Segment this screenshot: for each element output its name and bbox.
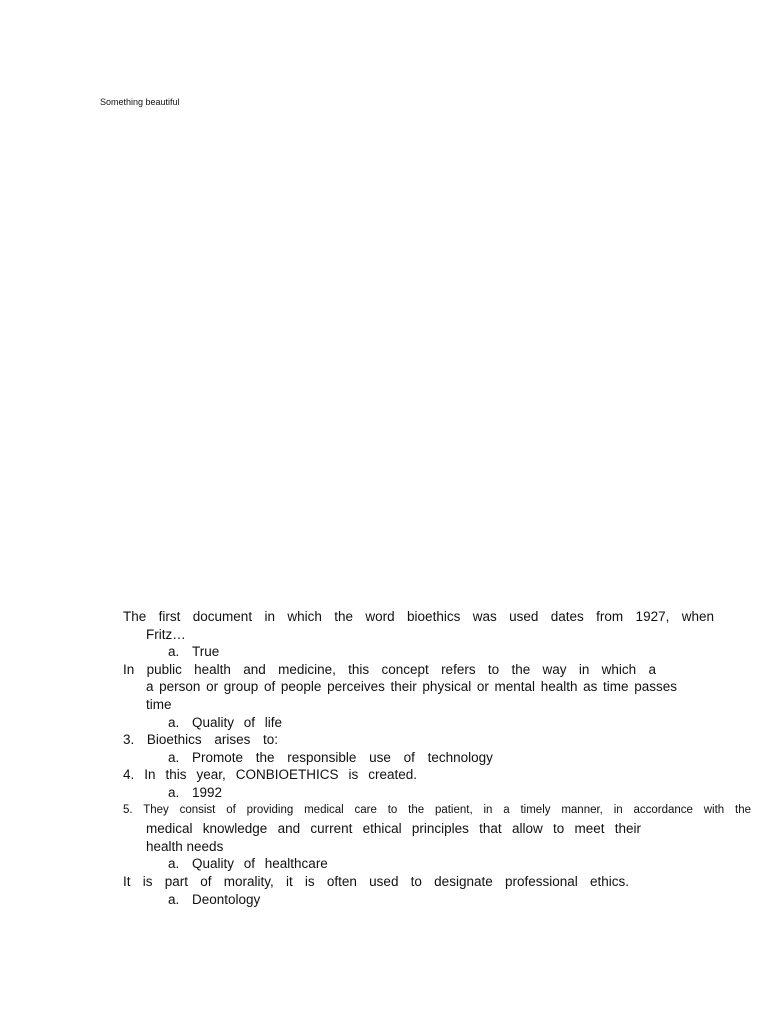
- question-2-line-1: In public health and medicine, this concept refers to the way in which a: [123, 662, 656, 677]
- answer-5-marker: a.: [168, 856, 180, 871]
- answer-4: [168, 784, 222, 801]
- header-note: Something beautiful: [100, 97, 180, 107]
- question-1-line-2: Fritz…: [146, 627, 186, 642]
- question-5-line-1: 5. They consist of providing medical care to the patient, in a timely manner, in accordance with the: [123, 804, 751, 816]
- answer-4-text: 1992: [192, 785, 223, 800]
- answer-1-marker: a.: [168, 644, 180, 659]
- answer-6-marker: a.: [168, 892, 180, 907]
- question-3-line-1: 3. Bioethics arises to:: [123, 732, 278, 747]
- question-2-line-2: a person or group of people perceives their physical or mental health as time passes: [146, 679, 677, 694]
- question-2-line-3: time: [146, 697, 172, 712]
- answer-6-text: Deontology: [192, 892, 261, 907]
- question-1-line-1: The first document in which the word bioethics was used dates from 1927, when: [123, 609, 714, 624]
- answer-2-marker: a.: [168, 715, 180, 730]
- answer-3-text: Promote the responsible use of technology: [192, 750, 493, 765]
- answer-1: [168, 643, 219, 660]
- answer-2-text: Quality of life: [192, 715, 283, 730]
- answer-3: [168, 749, 493, 766]
- answer-4-marker: a.: [168, 785, 180, 800]
- answer-5: [168, 855, 328, 872]
- answer-2: [168, 714, 282, 731]
- answer-5-text: Quality of healthcare: [192, 856, 328, 871]
- answer-6: [168, 891, 260, 908]
- question-5-line-2: medical knowledge and current ethical principles that allow to meet their: [146, 821, 641, 836]
- question-4-line-1: 4. In this year, CONBIOETHICS is created.: [123, 767, 417, 782]
- question-6-line-1: It is part of morality, it is often used to designate professional ethics.: [123, 874, 629, 889]
- answer-1-text: True: [192, 644, 220, 659]
- question-5-line-3: health needs: [146, 839, 224, 854]
- answer-3-marker: a.: [168, 750, 180, 765]
